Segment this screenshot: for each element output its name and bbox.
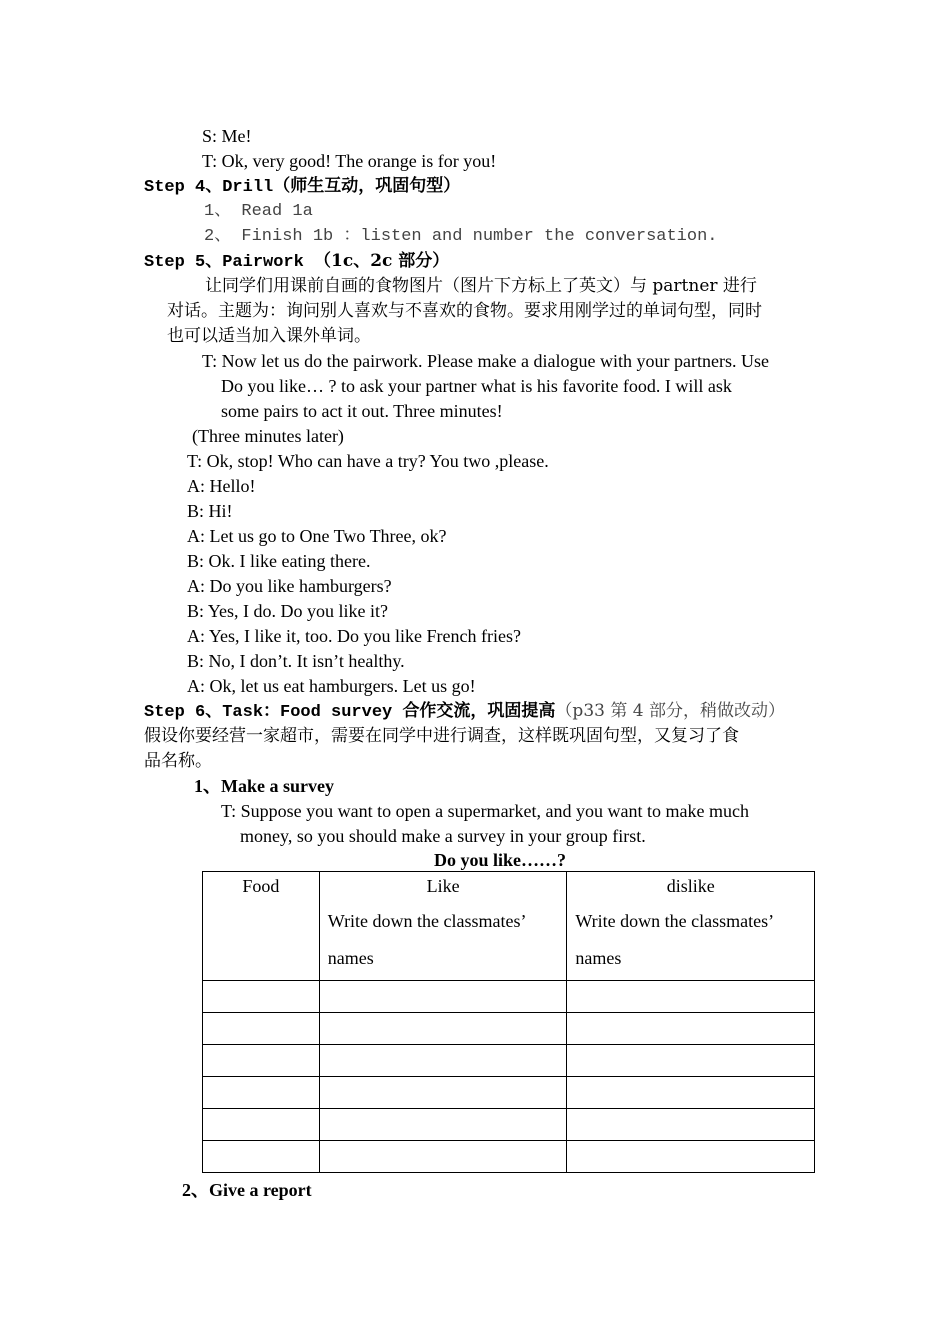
dialogue-line: A: Yes, I like it, too. Do you like French fries? xyxy=(187,626,521,646)
column-hint: Write down the classmates’ xyxy=(327,911,527,931)
table-title: Do you like……? xyxy=(434,850,567,870)
table-row xyxy=(203,1045,815,1077)
table-cell[interactable] xyxy=(567,1045,815,1077)
step4-heading xyxy=(144,174,460,199)
step5-intro-line: 对话。主题为：询问别人喜欢与不喜欢的食物。要求用刚学过的单词句型，同时 xyxy=(167,301,762,321)
step5-intro-line: 也可以适当加入课外单词。 xyxy=(167,326,371,346)
step5-heading-en: Step 5、Pairwork xyxy=(144,253,315,272)
header-cell-food xyxy=(203,872,320,981)
table-cell[interactable] xyxy=(567,1077,815,1109)
column-hint: names xyxy=(575,948,622,968)
column-header-food: Food xyxy=(242,876,280,896)
step4-heading-cn: （师生互动，巩固句型） xyxy=(273,176,461,196)
table-cell[interactable] xyxy=(567,981,815,1013)
step6-heading-note: （p33 第 4 部分，稍做改动） xyxy=(555,701,785,721)
table-cell[interactable] xyxy=(319,1045,567,1077)
column-hint: names xyxy=(327,948,374,968)
table-row xyxy=(203,981,815,1013)
step4-item: 1、 Read 1a xyxy=(204,202,313,221)
table-cell[interactable] xyxy=(319,1077,567,1109)
dialogue-line: A: Hello! xyxy=(187,476,256,496)
step6-intro-line: 品名称。 xyxy=(144,751,212,771)
column-header-like: Like xyxy=(426,876,460,896)
table-row xyxy=(203,1077,815,1109)
step5-intro-line: 让同学们用课前自画的食物图片（图片下方标上了英文）与 partner 进行 xyxy=(205,276,757,296)
dialogue-line: A: Do you like hamburgers? xyxy=(187,576,392,596)
teacher-line: T: Now let us do the pairwork. Please make a dialogue with your partners. Use xyxy=(202,351,769,371)
teacher-line: some pairs to act it out. Three minutes! xyxy=(221,401,503,421)
stage-direction: (Three minutes later) xyxy=(192,426,344,446)
step5-heading xyxy=(144,249,449,274)
survey-table xyxy=(202,871,815,1173)
table-cell[interactable] xyxy=(567,1109,815,1141)
dialogue-line: A: Ok, let us eat hamburgers. Let us go! xyxy=(187,676,476,696)
table-cell[interactable] xyxy=(567,1013,815,1045)
step6-heading-en: Step 6、Task：Food survey xyxy=(144,703,403,722)
table-cell[interactable] xyxy=(567,1141,815,1173)
dialogue-line: S: Me! xyxy=(202,126,252,146)
table-cell[interactable] xyxy=(203,1045,320,1077)
dialogue-line: B: Ok. I like eating there. xyxy=(187,551,371,571)
table-cell[interactable] xyxy=(203,981,320,1013)
step6-heading xyxy=(144,699,785,724)
step5-heading-cn: （1c、2c 部分） xyxy=(314,251,450,271)
table-cell[interactable] xyxy=(203,1109,320,1141)
table-row xyxy=(203,1109,815,1141)
dialogue-line: B: Yes, I do. Do you like it? xyxy=(187,601,389,621)
table-cell[interactable] xyxy=(203,1013,320,1045)
table-cell[interactable] xyxy=(319,1109,567,1141)
step4-heading-en: Step 4、Drill xyxy=(144,178,274,197)
table-row xyxy=(203,1141,815,1173)
dialogue-line: T: Ok, stop! Who can have a try? You two ,please. xyxy=(187,451,549,471)
column-hint: Write down the classmates’ xyxy=(575,911,775,931)
dialogue-line: A: Let us go to One Two Three, ok? xyxy=(187,526,447,546)
header-cell-dislike xyxy=(567,872,815,981)
dialogue-line: B: No, I don’t. It isn’t healthy. xyxy=(187,651,405,671)
table-cell[interactable] xyxy=(203,1141,320,1173)
column-header-dislike: dislike xyxy=(666,876,715,896)
step6-heading-cn: 合作交流，巩固提高 xyxy=(402,701,556,721)
step4-item: 2、 Finish 1b ：listen and number the conversation. xyxy=(204,227,718,246)
table-cell[interactable] xyxy=(203,1077,320,1109)
header-cell-like xyxy=(319,872,567,981)
table-cell[interactable] xyxy=(319,981,567,1013)
teacher-line: money, so you should make a survey in your group first. xyxy=(240,826,646,846)
table-row xyxy=(203,1013,815,1045)
teacher-line: Do you like… ? to ask your partner what is his favorite food. I will ask xyxy=(221,376,732,396)
subheading-make-survey: 1、Make a survey xyxy=(194,776,334,796)
teacher-line: T: Suppose you want to open a supermarket, and you want to make much xyxy=(221,801,749,821)
table-header-row xyxy=(203,872,815,981)
table-cell[interactable] xyxy=(319,1013,567,1045)
subheading-give-report: 2、Give a report xyxy=(182,1180,312,1200)
table-cell[interactable] xyxy=(319,1141,567,1173)
dialogue-line: B: Hi! xyxy=(187,501,233,521)
dialogue-line: T: Ok, very good! The orange is for you! xyxy=(202,151,497,171)
step6-intro-line: 假设你要经营一家超市，需要在同学中进行调查，这样既巩固句型，又复习了食 xyxy=(144,726,739,746)
